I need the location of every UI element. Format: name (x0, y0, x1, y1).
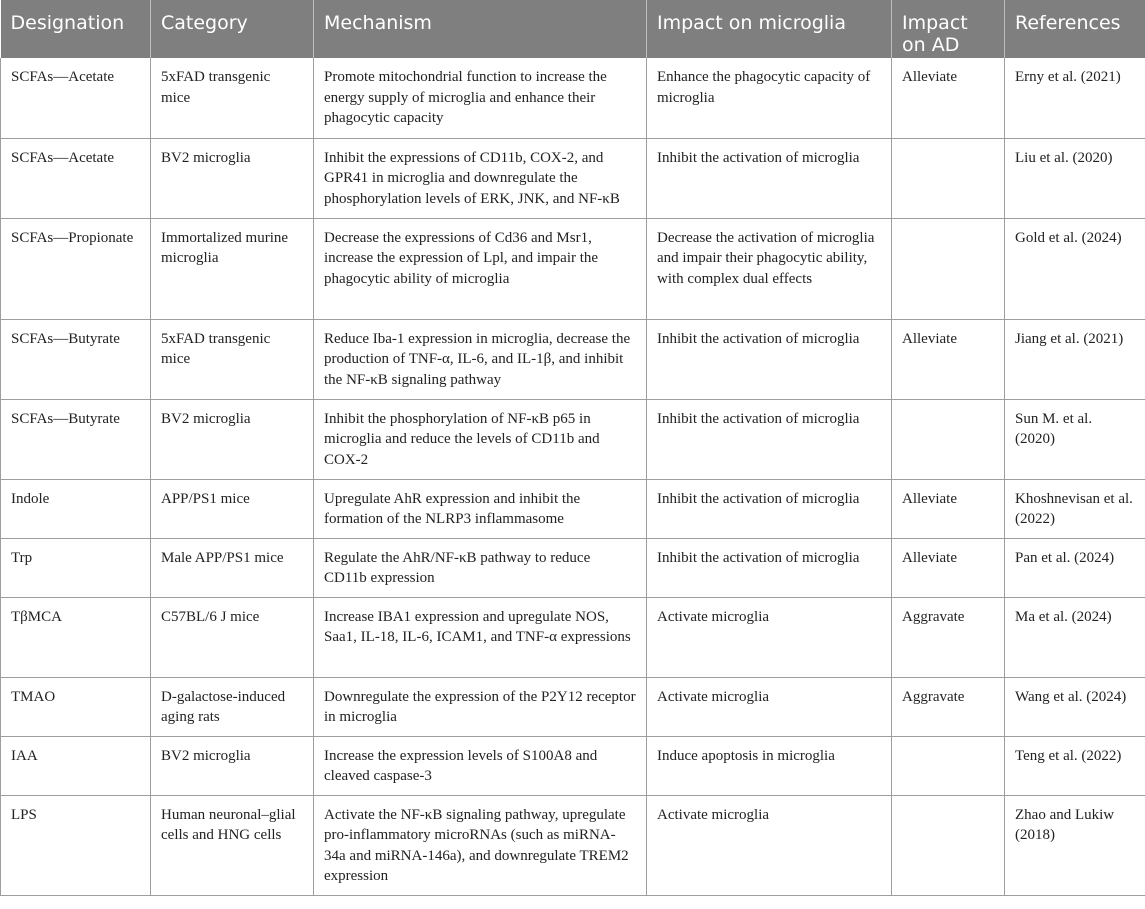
cell-impact-on-ad (892, 795, 1005, 895)
cell-category: BV2 microglia (151, 736, 314, 795)
table-row (1, 138, 1145, 218)
cell-mechanism: Inhibit the expressions of CD11b, COX-2, and GPR41 in microglia and downregulate the phosphorylation levels of ERK, JNK, and NF-κB (314, 138, 647, 218)
cell-reference: Teng et al. (2022) (1005, 736, 1145, 795)
table-row (1, 58, 1145, 138)
cell-impact-on-ad: Alleviate (892, 58, 1005, 138)
cell-impact-on-microglia: Inhibit the activation of microglia (647, 399, 892, 479)
header-references: References (1005, 0, 1145, 58)
cell-category: 5xFAD transgenic mice (151, 319, 314, 399)
header-category: Category (151, 0, 314, 58)
cell-designation: SCFAs—Propionate (1, 218, 151, 319)
cell-designation: TβMCA (1, 597, 151, 677)
cell-mechanism: Promote mitochondrial function to increase the energy supply of microglia and enhance their phagocytic capacity (314, 58, 647, 138)
header-row (1, 0, 1145, 58)
cell-designation: Trp (1, 538, 151, 597)
cell-mechanism: Activate the NF-κB signaling pathway, upregulate pro-inflammatory microRNAs (such as miRNA-34a and miRNA-146a), and downregulate TREM2 expression (314, 795, 647, 895)
cell-designation: SCFAs—Acetate (1, 138, 151, 218)
cell-designation: TMAO (1, 677, 151, 736)
cell-impact-on-ad: Aggravate (892, 677, 1005, 736)
cell-designation: Indole (1, 479, 151, 538)
table-row (1, 319, 1145, 399)
cell-designation: IAA (1, 736, 151, 795)
table-row (1, 795, 1145, 895)
cell-impact-on-ad (892, 218, 1005, 319)
table-row (1, 479, 1145, 538)
cell-impact-on-microglia: Inhibit the activation of microglia (647, 538, 892, 597)
cell-reference: Liu et al. (2020) (1005, 138, 1145, 218)
cell-category: D-galactose-induced aging rats (151, 677, 314, 736)
cell-category: Immortalized murine microglia (151, 218, 314, 319)
table-row (1, 736, 1145, 795)
cell-category: Male APP/PS1 mice (151, 538, 314, 597)
cell-impact-on-microglia: Activate microglia (647, 597, 892, 677)
header-impact-on-microglia: Impact on microglia (647, 0, 892, 58)
table-row (1, 399, 1145, 479)
cell-reference: Jiang et al. (2021) (1005, 319, 1145, 399)
cell-mechanism: Inhibit the phosphorylation of NF-κB p65 in microglia and reduce the levels of CD11b and COX-2 (314, 399, 647, 479)
cell-impact-on-ad (892, 736, 1005, 795)
cell-category: BV2 microglia (151, 138, 314, 218)
cell-mechanism: Downregulate the expression of the P2Y12 receptor in microglia (314, 677, 647, 736)
cell-impact-on-microglia: Induce apoptosis in microglia (647, 736, 892, 795)
cell-impact-on-ad (892, 399, 1005, 479)
cell-mechanism: Increase IBA1 expression and upregulate NOS, Saa1, IL-18, IL-6, ICAM1, and TNF-α expressions (314, 597, 647, 677)
cell-impact-on-ad: Alleviate (892, 319, 1005, 399)
cell-designation: LPS (1, 795, 151, 895)
cell-reference: Erny et al. (2021) (1005, 58, 1145, 138)
cell-reference: Zhao and Lukiw (2018) (1005, 795, 1145, 895)
cell-reference: Pan et al. (2024) (1005, 538, 1145, 597)
cell-mechanism: Reduce Iba-1 expression in microglia, decrease the production of TNF-α, IL-6, and IL-1β, and inhibit the NF-κB signaling pathway (314, 319, 647, 399)
cell-designation: SCFAs—Butyrate (1, 399, 151, 479)
cell-impact-on-microglia: Enhance the phagocytic capacity of microglia (647, 58, 892, 138)
cell-mechanism: Regulate the AhR/NF-κB pathway to reduce CD11b expression (314, 538, 647, 597)
header-mechanism: Mechanism (314, 0, 647, 58)
cell-impact-on-microglia: Inhibit the activation of microglia (647, 319, 892, 399)
table-header (1, 0, 1145, 58)
table-body (1, 58, 1145, 895)
cell-category: BV2 microglia (151, 399, 314, 479)
cell-category: APP/PS1 mice (151, 479, 314, 538)
cell-impact-on-microglia: Inhibit the activation of microglia (647, 479, 892, 538)
cell-reference: Gold et al. (2024) (1005, 218, 1145, 319)
cell-impact-on-microglia: Activate microglia (647, 677, 892, 736)
cell-reference: Ma et al. (2024) (1005, 597, 1145, 677)
cell-designation: SCFAs—Acetate (1, 58, 151, 138)
cell-impact-on-microglia: Decrease the activation of microglia and impair their phagocytic ability, with complex dual effects (647, 218, 892, 319)
cell-mechanism: Upregulate AhR expression and inhibit the formation of the NLRP3 inflammasome (314, 479, 647, 538)
cell-impact-on-microglia: Activate microglia (647, 795, 892, 895)
header-designation: Designation (1, 0, 151, 58)
cell-category: C57BL/6 J mice (151, 597, 314, 677)
cell-reference: Sun M. et al. (2020) (1005, 399, 1145, 479)
cell-reference: Wang et al. (2024) (1005, 677, 1145, 736)
table-row (1, 538, 1145, 597)
cell-reference: Khoshnevisan et al. (2022) (1005, 479, 1145, 538)
cell-category: 5xFAD transgenic mice (151, 58, 314, 138)
cell-impact-on-ad: Alleviate (892, 538, 1005, 597)
cell-designation: SCFAs—Butyrate (1, 319, 151, 399)
cell-category: Human neuronal–glial cells and HNG cells (151, 795, 314, 895)
cell-mechanism: Decrease the expressions of Cd36 and Msr1, increase the expression of Lpl, and impair the phagocytic ability of microglia (314, 218, 647, 319)
table-row (1, 597, 1145, 677)
cell-impact-on-ad: Aggravate (892, 597, 1005, 677)
cell-mechanism: Increase the expression levels of S100A8 and cleaved caspase-3 (314, 736, 647, 795)
table-row (1, 677, 1145, 736)
cell-impact-on-microglia: Inhibit the activation of microglia (647, 138, 892, 218)
table-row (1, 218, 1145, 319)
cell-impact-on-ad: Alleviate (892, 479, 1005, 538)
header-impact-on-ad: Impact on AD (892, 0, 1005, 58)
cell-impact-on-ad (892, 138, 1005, 218)
